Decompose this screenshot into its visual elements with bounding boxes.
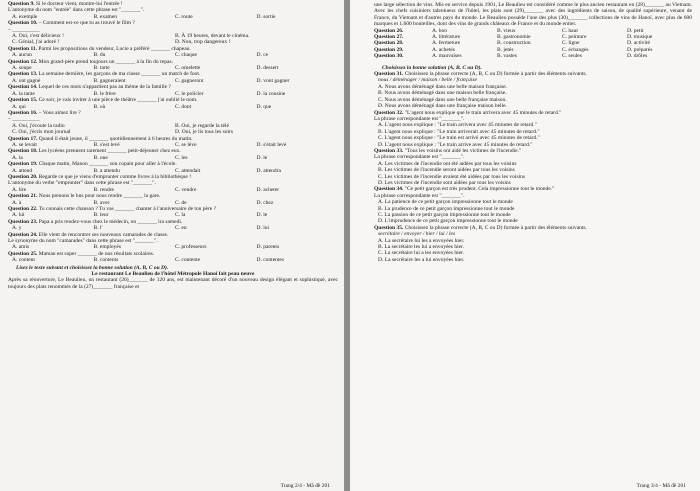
answer-option: A. amis [12,244,30,251]
question-number: Question 13. [8,71,39,78]
answer-option: B. La prudence de ce petit garçon impressionne tout le monde [378,205,515,212]
question-table [374,28,692,60]
question-number: Question 22. [8,206,39,212]
question-text: Question 9. Si le docteur vient, montre-lui l'entrée ! [8,1,123,7]
question-text: Question 33. "Tous les voisins ont aidé les victimes de l'incendie." [374,147,522,154]
answer-option: B. l' [93,225,103,232]
answer-option: B. le frère [93,90,116,97]
answer-option: B. s'est levé [93,141,120,148]
question-number: Question 23. [8,218,39,225]
question-text: La phrase correspondante est "_______". [374,115,465,122]
question-text: La phrase correspondante est "_______". [374,154,465,161]
answer-option: C. se lève [175,141,197,148]
question-text: – __________ [8,116,40,123]
question-text: L'antonyme du nom "entrée" dans cette phrase est "_______". [8,7,145,14]
answer-option: A. content [12,257,35,264]
question-number: Question 27. [374,34,404,41]
answer-option: B. du [93,52,106,59]
answer-option: B. vastes [497,53,517,60]
answer-option: D. attendra [256,167,281,174]
answer-option: A. La patience de ce petit garçon impressionne tout le monde [378,199,513,206]
answer-option: B. contents [93,257,119,264]
question-number: Question 28. [374,40,404,47]
question-text: Question 11. Parmi les propositions du vendeur, Lucie a préféré _______ chapeau. [8,45,191,52]
answer-option: C. route [175,13,193,20]
question-number: Question 34. [374,186,405,193]
sentence-elements: nous / déménager / maison / belle / française [378,77,477,84]
answer-option: C. L'agent nous explique : "Le train est arrivé avec 45 minutes de retard." [378,135,540,142]
question-text: La phrase correspondante est "_______". [374,192,465,199]
answer-option: B. La secrétaire les lui a envoyées hier. [378,244,464,251]
question-number: Question 12. [8,58,39,65]
answer-option: A. qui [12,103,26,110]
question-text: Question 24. Elle vient de rencontrer ses nouveaux camarades de classe. [8,231,169,238]
answer-option: C. de [175,199,187,206]
answer-option: C. contente [175,257,201,264]
answer-option: A. Les victimes de l'incendie ont été aidées par tous les voisins [378,160,517,167]
question-text: Question 12. Mon grand-père prend toujours un _______ à la fin du repas. [8,58,173,65]
answer-option: B. tarte [93,65,110,72]
answer-option: D. Nous avons déménagé dans une française maison belle. [378,103,507,110]
answer-option: C. en [175,225,187,232]
question-text: Question 13. La semaine dernière, les garçons de ma classe _______ un match de foot. [8,71,201,78]
question-text: Question 25. Maman est super _______ de nos résultats scolaires. [8,250,155,257]
answer-option: D. ce [256,52,269,59]
question-text: Question 23. Papa a pris rendez-vous chez le médecin, on _______ ira samedi. [8,218,183,225]
answer-option: D. parents [256,244,280,251]
reading-passage-continued: une large sélection de vins. Mis en service depuis 1901, Le Beaulieu est considéré comme le plus ancien restaurant en (28)_______ au Vietnam. Avec les chefs cuisiniers talentueux de l'hôtel, les plats sont (29)_______ avec des ingrédients de saison, de qualité supérieure, venant de France, du Vietnam et d'autres pays du monde. Le Beaulieu possède l'une des plus (30)_______ collections de vins de Hanoï, avec plus de 600 marques et 1.600 bouteilles, dont des vins de grands châteaux de France et du monde entier. [374,2,692,28]
answer-option: A. ont gagné [12,77,41,84]
answer-option: A. la tante [12,90,35,97]
answer-option: D. musique [627,34,653,41]
answer-option: A. y [12,225,22,232]
answer-option: A. fermeture [432,40,461,47]
answer-option: D. Non, trop dangereux ! [175,39,231,46]
answer-options [8,244,338,250]
question-number: Question 21. [8,193,39,200]
answer-option: A. Nous avons déménagé dans une belle maison française. [378,83,507,90]
question-text: Question 34. "Ce petit garçon est très prudent. Cela impressionne tout le monde." [374,186,555,193]
answer-option: D. vont gagner [256,77,290,84]
question-number: Question 25. [8,250,39,257]
question-number: Question 32. [374,109,405,116]
question-text: Question 16. – Vous aimez lire ? [8,109,81,116]
right-page-content [350,0,700,263]
answer-option: A. Oui, j'écoute la radio [12,122,65,129]
answer-option: A. mauvaises [432,53,462,60]
answer-option: D. le [256,154,268,161]
question-number: Question 24. [8,231,39,238]
answer-option: A. attend [12,167,33,174]
question-number: Question 17. [8,135,39,142]
answer-option: B. leur [93,212,109,219]
right-page-footer: Trang 3/4 - Mã đề 201 [636,483,686,489]
answer-option: D. Oui, je lis tous les soirs [175,129,234,136]
question-text: Question 14. Lequel de ces mots n'appartient pas au thème de la famille ? [8,84,171,91]
answer-option: D. L'agent nous explique : "Le train arrive avec 45 minutes de retard." [378,141,533,148]
question-text: Question 22. Tu connais cette chanson ? Tu vas _______ chanter à l'anniversaire de ton père ? [8,206,217,212]
answer-option: A. se levait [12,141,37,148]
answer-option: A. littérature [432,34,461,41]
answer-option: D. chez [256,199,274,206]
answer-option: B. Nous avons déménagé dans une maison belle française. [378,90,507,97]
answer-option: B. gagneraient [93,77,126,84]
question-text: Question 21. Nous prenons le bus pour nous rendre _______ la gare. [8,193,161,200]
section-instruction: Lisez le texte suivant et choisissez la bonne solution (A, B, C ou D). [16,264,169,271]
left-page-content [0,0,344,290]
answer-option: D. acheter [256,186,280,193]
answer-option: D. contentes [256,257,284,264]
answer-option: B. construction [497,40,531,47]
question-number: Question 10. [8,20,39,27]
reading-passage: Après sa réouverture, Le Beaulieu, un restaurant (26)_______ de 120 ans, est maintenant décoré d'un nouveau design élégant et sophistiqué, avec toujours des plats renommés de la (27)_______ française et [8,277,338,290]
answer-option: A. exemple [12,13,38,20]
question-text: Question 17. Quand il était jeune, il _______ quotidiennement à 6 heures du matin. [8,135,193,142]
answer-options [8,212,338,218]
answer-option: D. dessert [256,65,279,72]
answer-option: D. préparés [627,46,653,53]
answer-options [8,257,338,263]
answer-option: B. vieux [497,27,516,34]
question-number: Question 35. [374,224,405,231]
answer-option: C. Les victimes de l'incendie avaient été aidées par tous les voisins [378,173,526,180]
answer-option: B. À 19 heures, devant le cinéma. [175,33,250,40]
answer-option: B. où [93,103,106,110]
answer-option: B. Les victimes de l'incendie seront aidées par tous les voisins [378,167,515,174]
answer-option: C. Nous avons déménagé dans une belle française maison. [378,96,507,103]
question-number: Question 14. [8,84,39,91]
answer-option: C. la [175,212,186,219]
question-text: – __________ [8,26,40,33]
question-number: Question 11. [8,45,39,52]
answer-option: C. Génial, j'ai adoré ! [12,39,60,46]
question-number: Question 9. [8,1,36,7]
answer-option: D. Les victimes de l'incendie sont aidées par tous les voisins [378,179,511,186]
question-number: Question 31. [374,71,405,78]
left-page [0,0,344,491]
answer-option: D. sortie [256,13,276,20]
answer-option: C. dont [175,103,192,110]
answer-options [8,225,338,231]
section-instruction: Choisissez la bonne solution (A, B, C ou D). [382,64,482,71]
question-number: Question 16. [8,109,39,116]
answer-option: B. avec [93,199,110,206]
answer-option: C. gagneront [175,77,204,84]
answer-option: B. employés [93,244,121,251]
answer-option: A. achetés [432,46,455,53]
sentence-elements: secrétaire / envoyer / hier / lui / les [378,231,456,238]
answer-option: C. haut [562,27,578,34]
answer-option: A. Oui, c'est délicieux ! [12,33,65,40]
answer-option: C. omelette [175,65,201,72]
question-text: Le synonyme du nom "camarades" dans cette phrase est "_______". [8,238,158,245]
answer-option: B. gastronomie [497,34,531,41]
answer-option: C. le policier [175,90,204,97]
answer-option: C. vendre [175,186,197,193]
answer-option: C. chaque [175,52,197,59]
answer-options [8,52,338,58]
passage-title: Le restaurant Le Beaulieu de l'hôtel Métropole Hanoï fait peau neuve [91,271,255,278]
question-text: Question 35. Choisissez la phrase correcte (A, B, C ou D) formée à partir des éléments suivants. [374,224,587,231]
answer-option: B. Oui, je regarde la télé [175,122,229,129]
left-page-footer: Trang 2/4 - Mã đề 201 [280,483,330,489]
answer-option: D. activité [627,40,650,47]
question-text: L'antonyme du verbe "emprunter" dans cette phrase est "_______". [8,180,156,187]
answer-option: C. professeurs [175,244,207,251]
answer-option: D. la cousine [256,90,286,97]
question-number: Question 15. [8,97,39,104]
answer-option: C. La secrétaire lui a les envoyées hier. [378,250,464,257]
answer-option: C. les [175,154,188,161]
answer-option: A. La secrétaire lui les a envoyées hier. [378,237,465,244]
question-number: Question 30. [374,53,404,60]
answer-option: A. la [12,154,23,161]
answer-option: A. L'agent nous explique : "Le train arrivera avec 45 minutes de retard." [378,122,537,129]
answer-option: C. La passion de ce petit garçon impressionne tout le monde [378,212,511,218]
question-number: Question 26. [374,27,404,34]
question-text: Question 10. – Comment est-ce que tu as trouvé le film ? [8,20,135,27]
answer-option: A. à [12,199,22,206]
answer-option: D. L'imprudence de ce petit garçon impressionne tout le monde [378,218,518,225]
question-text: Question 15. Ce soir, je vais inviter à une pièce de théâtre _______ j'ai oublié le nom. [8,97,198,104]
question-text: Question 31. Choisissez la phrase correcte (A, B, C ou D) formée à partir des éléments suivants. [374,71,587,78]
question-text: Question 20. Regarde ce que je viens d'emprunter comme livres à la bibliothèque ! [8,173,192,180]
question-number: Question 18. [8,148,39,155]
answer-option: B. examen [93,13,118,20]
answer-option: D. que [256,103,272,110]
answer-option: D. petit [627,27,644,34]
answer-option: A. soupe [12,65,32,72]
answer-option: D. La secrétaire les a lui envoyées hier. [378,256,465,263]
answer-options [8,104,338,110]
answer-option: C. attendait [175,167,201,174]
answer-option: A. aucun [12,52,32,59]
answer-option: B. jetés [497,46,514,53]
question-number: Question 20. [8,173,39,180]
answer-option: D. le [256,212,268,219]
question-text: Question 19. Chaque matin, Manon _______ son copain pour aller à l'école. [8,161,177,168]
answer-option: A. lui [12,212,25,219]
answer-option: D. lui [256,225,270,232]
question-number: Question 19. [8,161,39,168]
answer-options [8,39,338,45]
question-number: Question 33. [374,147,405,154]
right-page [350,0,700,491]
question-number: Question 29. [374,46,404,53]
answer-option: C. seules [562,53,582,60]
answer-option: D. s'était levé [256,141,287,148]
answer-option: B. L'agent nous explique : "Le train arriverait avec 45 minutes de retard." [378,128,540,135]
answer-option: B. a attendu [93,167,120,174]
right-questions [374,65,692,264]
answer-option: B. une [93,154,108,161]
answer-option: C. ligne [562,40,580,47]
answer-option: A. lire [12,186,27,193]
answer-option: D. drôles [627,53,648,60]
answer-option: C. échangés [562,46,589,53]
answer-option: B. rendre [93,186,114,193]
question-text: Question 18. Les lycéens prennent rarement _______ petit-déjeuner chez eux. [8,148,181,155]
answer-option: A. bon [432,27,447,34]
answer-options [8,129,338,135]
answer-option: C. Oui, j'écris mon journal [12,129,71,136]
answer-option: C. peinture [562,34,587,41]
question-row [374,53,692,59]
question-text: Question 32. "L'agent nous explique que le train arrivera avec 45 minutes de retard." [374,109,562,116]
